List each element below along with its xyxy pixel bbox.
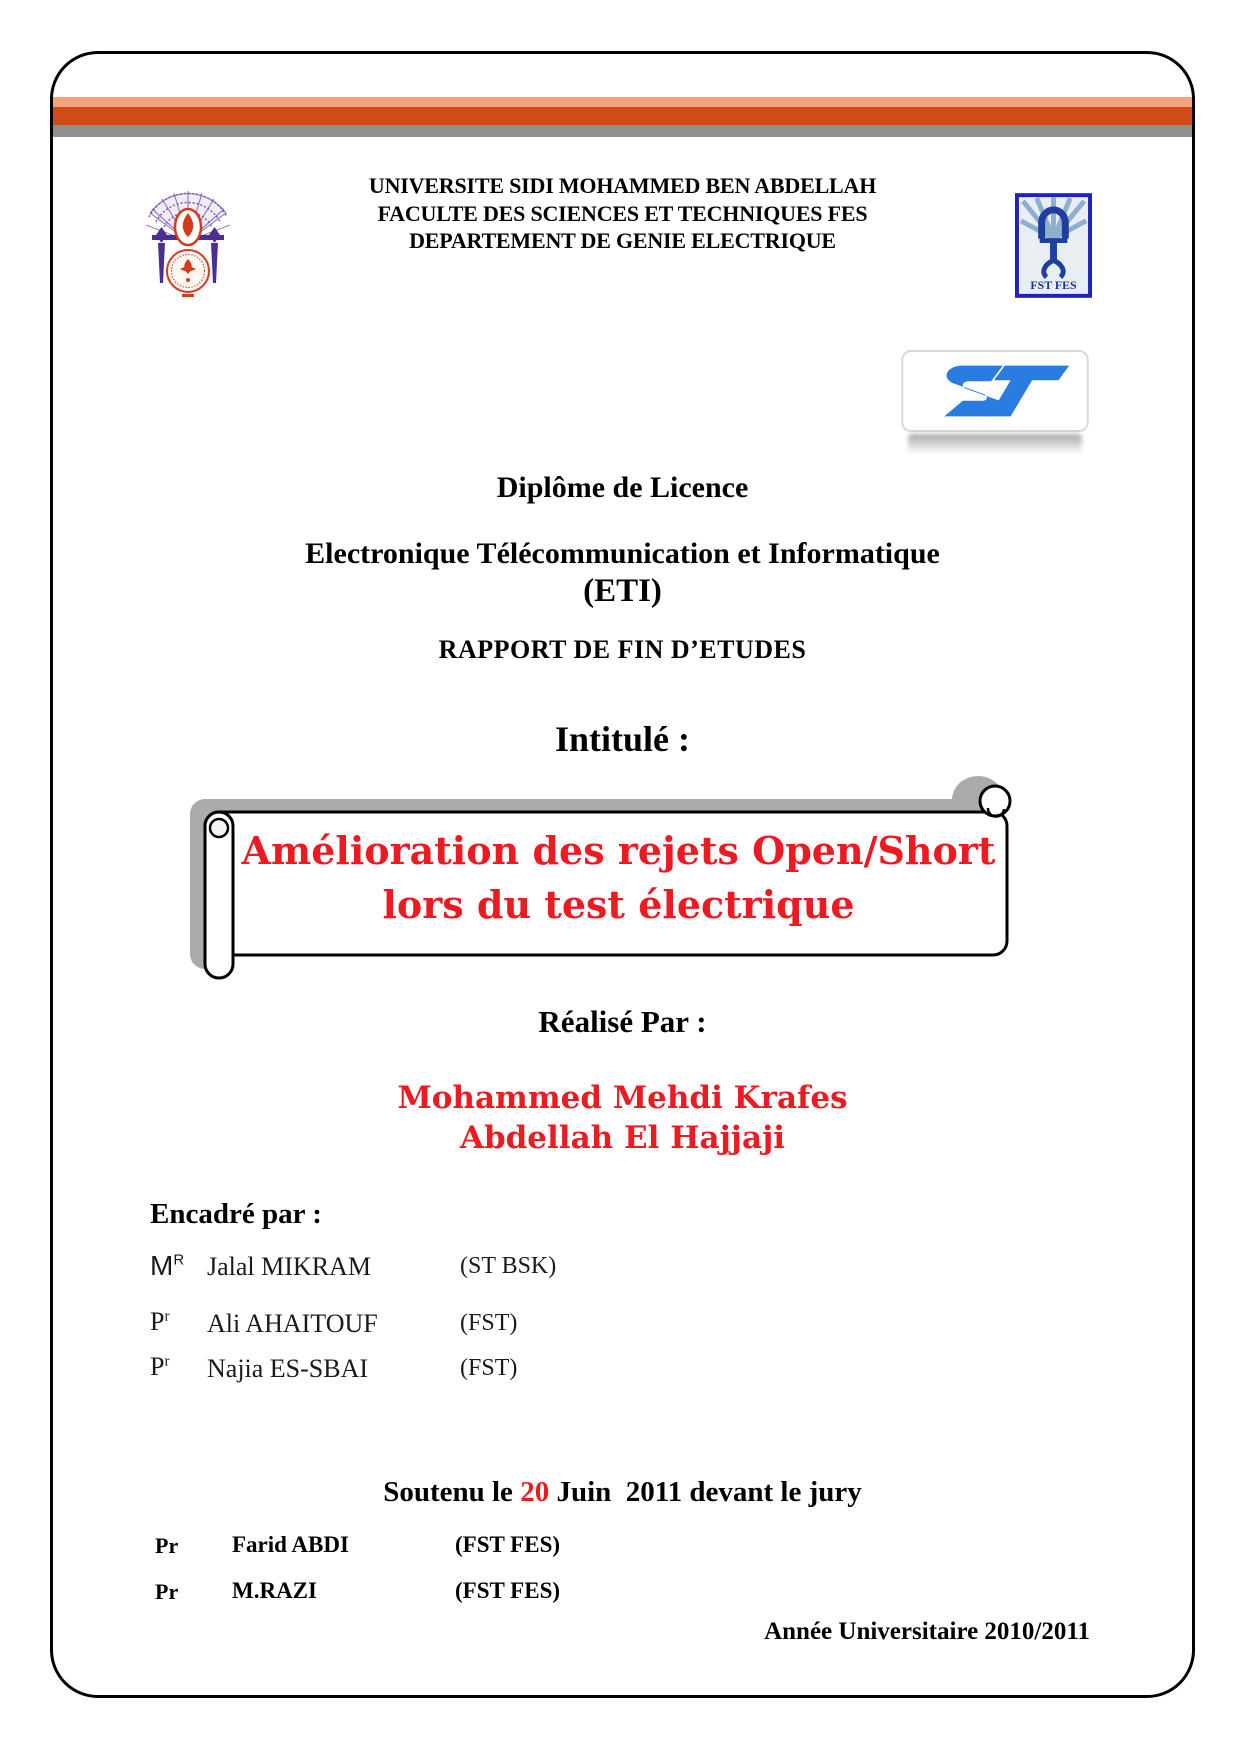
defense-statement — [53, 1476, 1192, 1509]
jury-row — [155, 1532, 775, 1566]
supervisor-affiliation: (FST) — [460, 1310, 518, 1336]
supervisor-name: Jalal MIKRAM — [207, 1252, 371, 1281]
supervisor-name: Najia ES-SBAI — [207, 1354, 369, 1383]
st-logo-icon — [900, 350, 1090, 432]
university-name: UNIVERSITE SIDI MOHAMMED BEN ABDELLAH — [368, 173, 877, 198]
defense-prefix: Soutenu le — [383, 1476, 521, 1508]
supervisor-affiliation: (FST) — [460, 1355, 518, 1381]
jury-row — [155, 1578, 775, 1612]
degree-program: Diplôme de Licence — [496, 471, 749, 504]
band-stripe-gray — [53, 125, 1192, 137]
degree-specialty: Electronique Télécommunication et Informatique — [305, 537, 940, 570]
report-title-line1: Amélioration des rejets Open/Short — [241, 828, 996, 873]
academic-year: Année Universitaire 2010/2011 — [764, 1618, 1090, 1645]
supervisor-title: $P^r$ — [150, 1307, 170, 1336]
report-type: RAPPORT DE FIN D’ETUDES — [438, 635, 807, 664]
jury-title: Pr — [155, 1533, 179, 1558]
author-name: Abdellah El Hajjaji — [459, 1120, 786, 1156]
supervisor-name: Ali AHAITOUF — [207, 1309, 378, 1338]
jury-affiliation: (FST FES) — [455, 1532, 561, 1557]
band-stripe-salmon — [53, 97, 1192, 107]
jury-name: M.RAZI — [232, 1578, 317, 1603]
supervisor-title: $P^r$ — [150, 1352, 170, 1381]
supervisor-row — [150, 1307, 770, 1347]
title-label: Intitulé : — [555, 719, 690, 759]
degree-abbreviation: (ETI) — [583, 573, 662, 609]
report-title-line2: lors du test électrique — [382, 882, 855, 927]
st-logo-reflection — [908, 434, 1082, 454]
faculty-name: FACULTE DES SCIENCES ET TECHNIQUES FES — [377, 200, 868, 226]
supervisor-row — [150, 1352, 770, 1392]
supervisor-title: $M^R$ — [150, 1250, 185, 1281]
fst-fes-logo-icon — [1015, 193, 1092, 298]
supervisor-affiliation: (ST BSK) — [460, 1253, 557, 1279]
jury-name: Farid ABDI — [232, 1532, 349, 1557]
author-name: Mohammed Mehdi Krafes — [397, 1080, 848, 1116]
jury-affiliation: (FST FES) — [455, 1578, 561, 1603]
page-border-frame — [50, 51, 1195, 1698]
jury-title: Pr — [155, 1579, 179, 1604]
authors-names — [53, 1078, 1192, 1158]
decorative-band — [53, 97, 1192, 137]
report-title — [230, 824, 1007, 932]
band-stripe-orange — [53, 107, 1192, 125]
fst-fes-caption: FST FES — [1030, 277, 1077, 292]
defense-day: 20 — [520, 1476, 550, 1508]
supervisors-label: Encadré par : — [150, 1198, 322, 1230]
authors-label: Réalisé Par : — [538, 1004, 707, 1039]
defense-suffix: Juin 2011 devant le jury — [549, 1476, 862, 1508]
department-name: DEPARTEMENT DE GENIE ELECTRIQUE — [409, 228, 836, 253]
title-banner — [180, 768, 1060, 998]
supervisor-row — [150, 1250, 770, 1290]
